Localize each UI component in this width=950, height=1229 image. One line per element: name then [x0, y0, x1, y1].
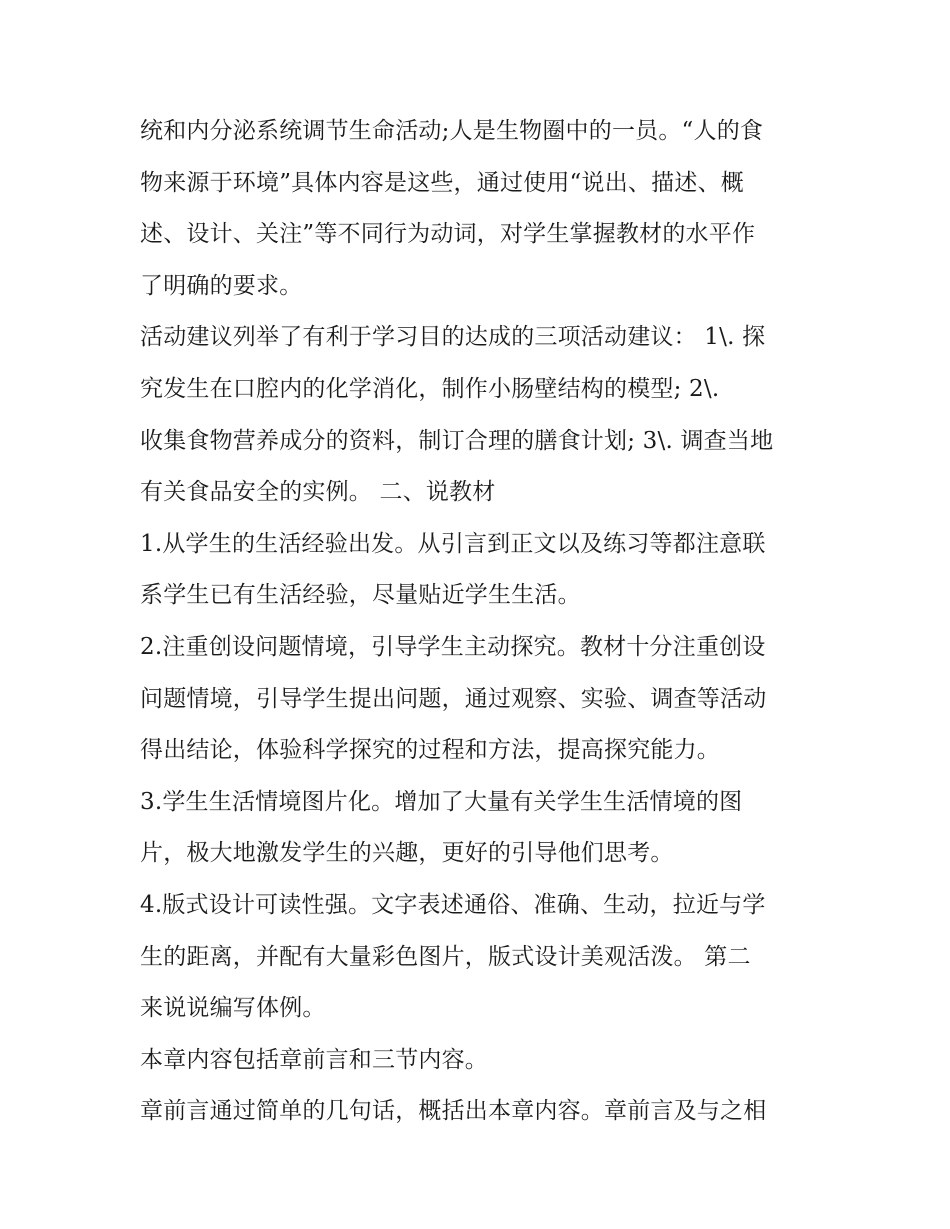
text-line: 物来源于环境”具体内容是这些，通过使用“说出、描述、概 [140, 169, 744, 196]
text-line: 活动建议列举了有利于学习目的达成的三项活动建议： 1\. 探 [140, 324, 766, 351]
text-line: 述、设计、关注”等不同行为动词，对学生掌握教材的水平作 [140, 221, 756, 248]
text-line: 章前言通过简单的几句话，概括出本章内容。章前言及与之相 [140, 1098, 767, 1125]
text-line: 有关食品安全的实例。 二、说教材 [140, 479, 496, 506]
text-line: 3.学生生活情境图片化。增加了大量有关学生生活情境的图 [140, 788, 743, 815]
text-line: 本章内容包括章前言和三节内容。 [140, 1046, 488, 1073]
text-line: 2.注重创设问题情境，引导学生主动探究。教材十分注重创设 [140, 633, 766, 660]
body-text [140, 106, 820, 1138]
text-line: 4.版式设计可读性强。文字表述通俗、准确、生动，拉近与学 [140, 891, 766, 918]
text-line: 得出结论，体验科学探究的过程和方法，提高探究能力。 [140, 737, 720, 764]
text-line: 问题情境，引导学生提出问题，通过观察、实验、调查等活动 [140, 685, 767, 712]
text-line: 究发生在口腔内的化学消化，制作小肠壁结构的模型; 2\. [140, 375, 720, 402]
text-line: 片，极大地激发学生的兴趣，更好的引导他们思考。 [140, 840, 674, 867]
text-line: 统和内分泌系统调节生命活动;人是生物圈中的一员。“人的食 [140, 118, 764, 144]
text-line: 收集食物营养成分的资料，制订合理的膳食计划; 3\. 调查当地 [140, 427, 774, 454]
text-line: 系学生已有生活经验，尽量贴近学生生活。 [140, 582, 581, 609]
text-line: 1.从学生的生活经验出发。从引言到正文以及练习等都注意联 [140, 530, 766, 557]
text-line: 来说说编写体例。 [140, 995, 326, 1022]
text-line: 生的距离，并配有大量彩色图片，版式设计美观活泼。 第二 [140, 943, 751, 970]
text-line: 了明确的要求。 [140, 272, 303, 299]
